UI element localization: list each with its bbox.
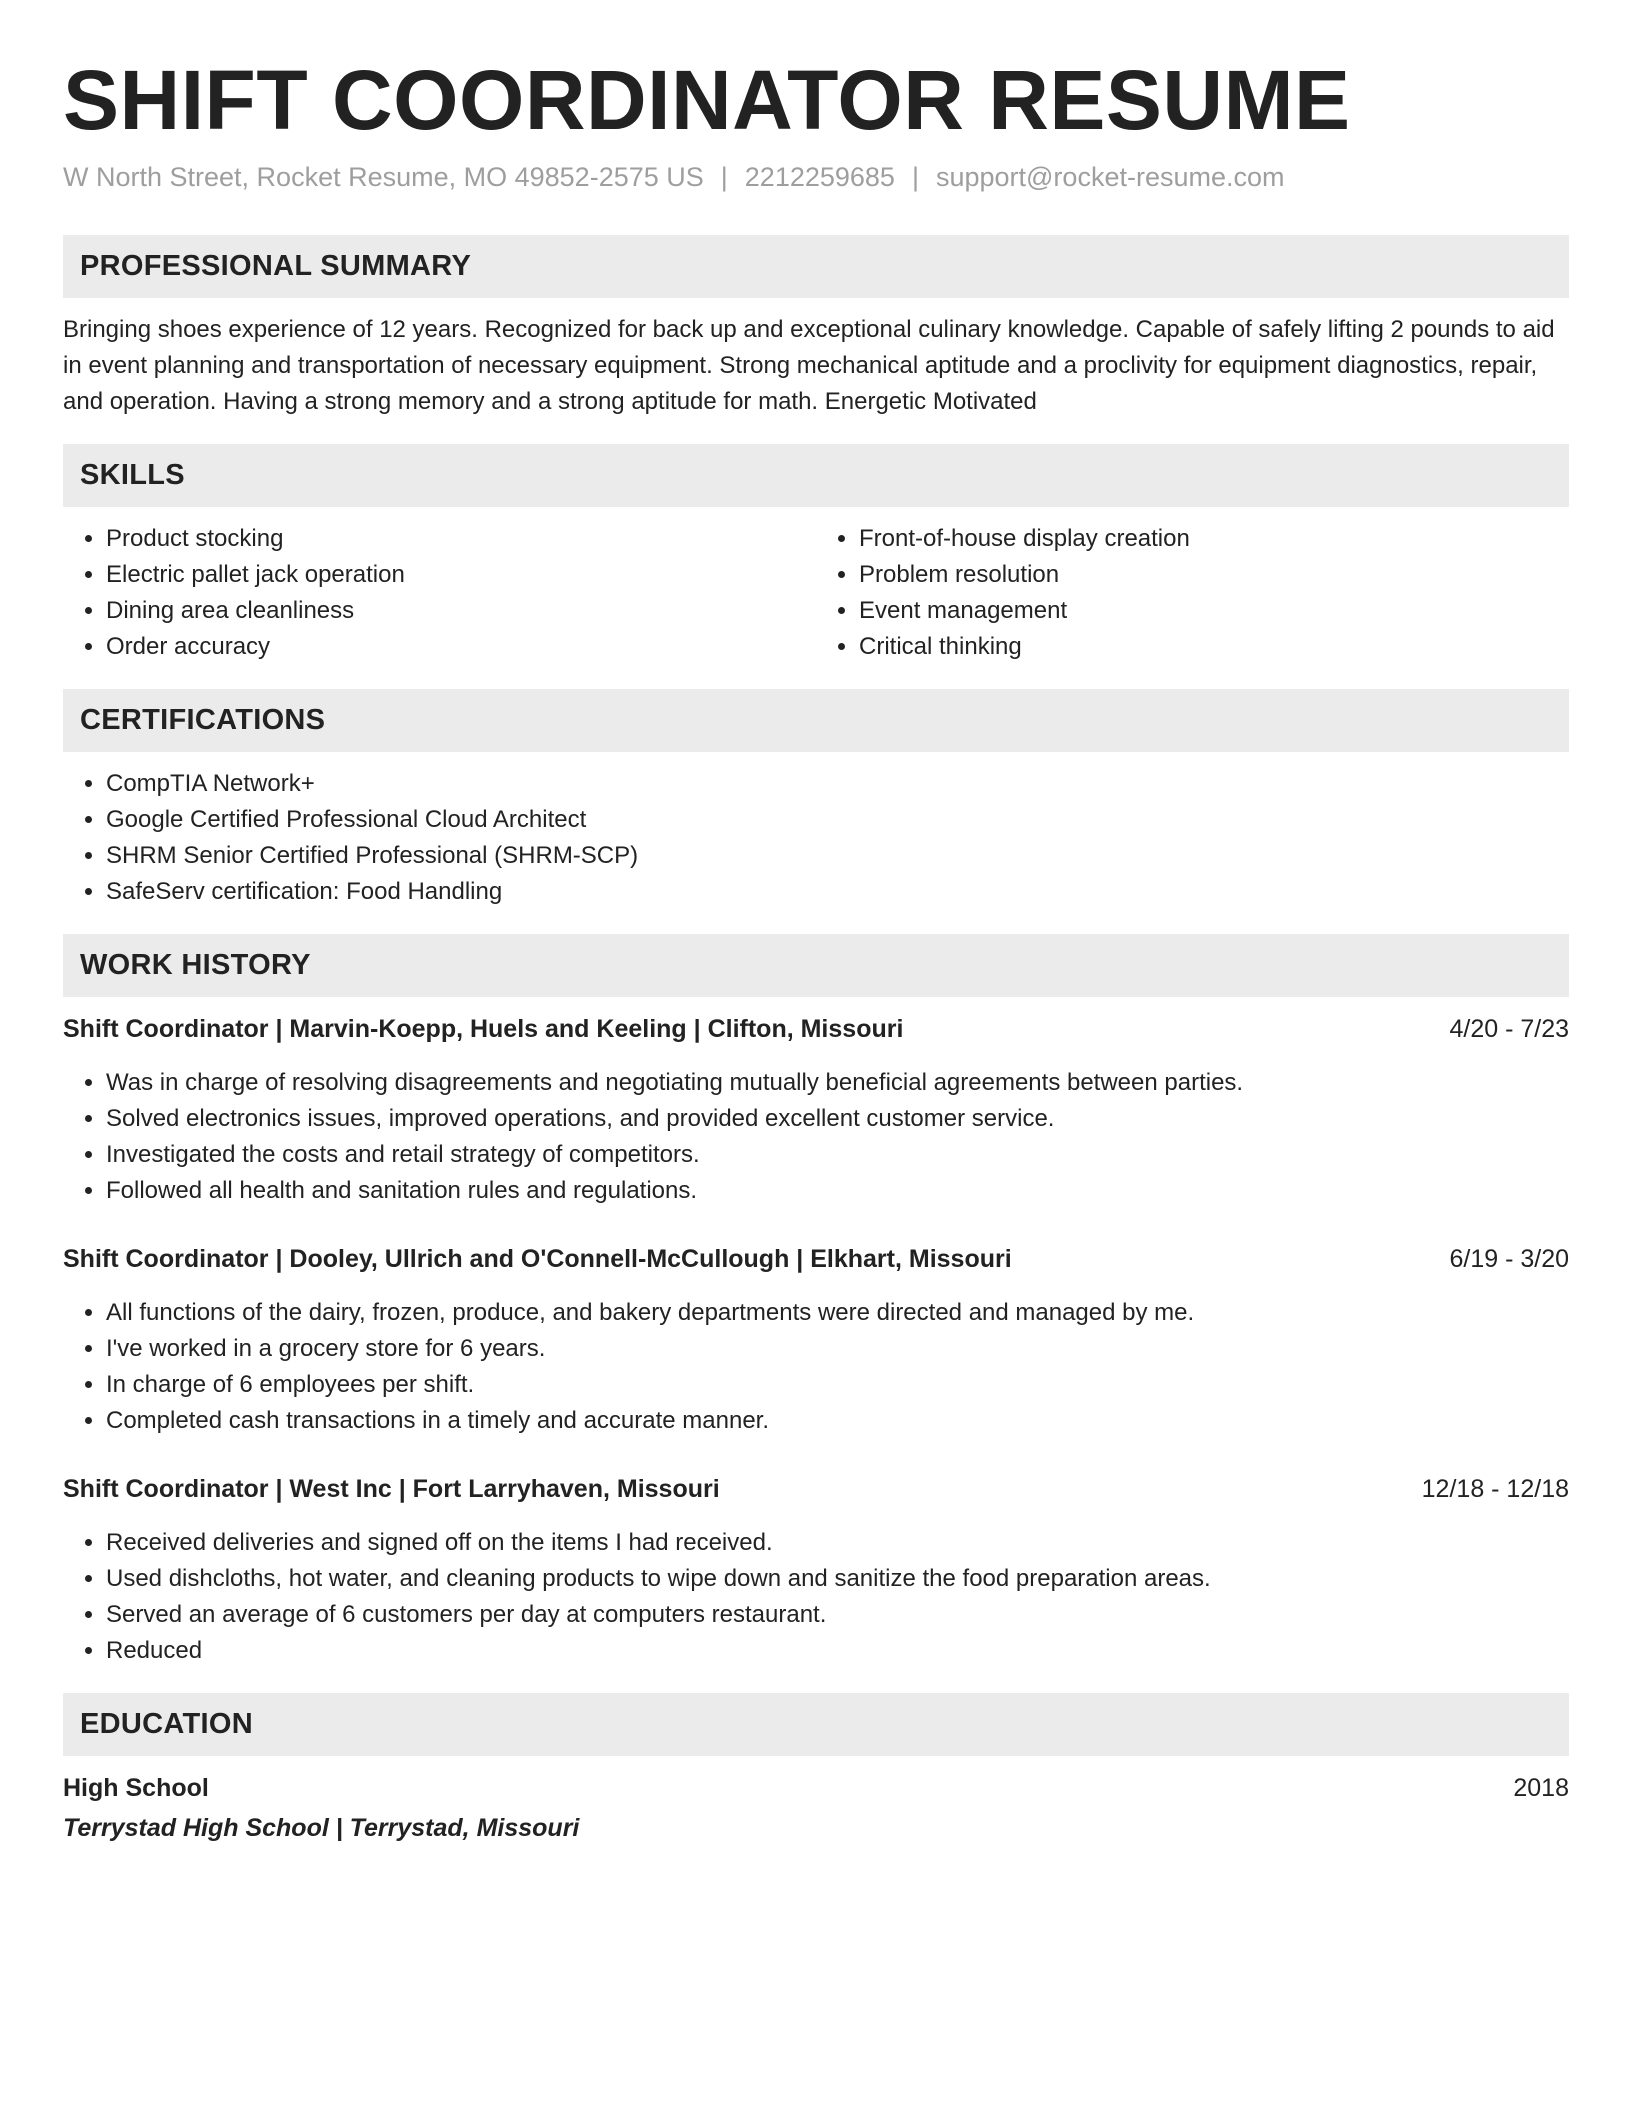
job-bullet: • All functions of the dairy, frozen, produce, and bakery departments were directed and managed by me. bbox=[106, 1295, 1569, 1331]
section-header-certifications: CERTIFICATIONS bbox=[63, 689, 1569, 752]
skills-column-right bbox=[816, 521, 1569, 665]
skill-item: • Order accuracy bbox=[106, 629, 816, 665]
job-entry bbox=[63, 1011, 1569, 1209]
section-header-work-history: WORK HISTORY bbox=[63, 934, 1569, 997]
contact-separator: | bbox=[720, 162, 728, 193]
certification-item: • Google Certified Professional Cloud Architect bbox=[106, 802, 1569, 838]
education-entry bbox=[63, 1770, 1569, 1846]
job-title: Shift Coordinator | West Inc | Fort Larryhaven, Missouri bbox=[63, 1475, 720, 1504]
certification-item: • SHRM Senior Certified Professional (SHRM-SCP) bbox=[106, 838, 1569, 874]
skills-column-left bbox=[63, 521, 816, 665]
skill-item: • Electric pallet jack operation bbox=[106, 557, 816, 593]
contact-line bbox=[63, 160, 1569, 195]
job-bullet: • Used dishcloths, hot water, and cleaning products to wipe down and sanitize the food preparation areas. bbox=[106, 1561, 1569, 1597]
job-dates: 6/19 - 3/20 bbox=[1449, 1245, 1569, 1274]
job-entry bbox=[63, 1471, 1569, 1669]
section-header-summary: PROFESSIONAL SUMMARY bbox=[63, 235, 1569, 298]
job-bullet: • In charge of 6 employees per shift. bbox=[106, 1367, 1569, 1403]
summary-text: Bringing shoes experience of 12 years. Recognized for back up and exceptional culinary knowledge. Capable of safely lifting 2 pounds to aid in event planning and transportation of necessary equipment. Strong mechanical aptitude and a proclivity for equipment diagnostics, repair, and operation. Having a strong memory and a strong aptitude for math. Energetic Motivated bbox=[63, 316, 1555, 416]
job-bullet: • Followed all health and sanitation rules and regulations. bbox=[106, 1173, 1569, 1209]
contact-separator: | bbox=[911, 162, 919, 193]
job-title: Shift Coordinator | Marvin-Koepp, Huels and Keeling | Clifton, Missouri bbox=[63, 1015, 904, 1044]
resume-title: SHIFT COORDINATOR RESUME bbox=[63, 53, 1351, 147]
job-bullet: • Received deliveries and signed off on the items I had received. bbox=[106, 1525, 1569, 1561]
skill-item: • Event management bbox=[859, 593, 1569, 629]
certification-item: • SafeServ certification: Food Handling bbox=[106, 874, 1569, 910]
job-entry bbox=[63, 1241, 1569, 1439]
contact-address: W North Street, Rocket Resume, MO 49852-2575 US bbox=[63, 162, 704, 193]
education-school: Terrystad High School | Terrystad, Missouri bbox=[63, 1814, 580, 1843]
job-title: Shift Coordinator | Dooley, Ullrich and O'Connell-McCullough | Elkhart, Missouri bbox=[63, 1245, 1012, 1274]
contact-email[interactable]: support@rocket-resume.com bbox=[935, 162, 1285, 193]
job-bullet: • Investigated the costs and retail strategy of competitors. bbox=[106, 1137, 1569, 1173]
education-degree: High School bbox=[63, 1774, 209, 1803]
job-bullet: • Was in charge of resolving disagreements and negotiating mutually beneficial agreements between parties. bbox=[106, 1065, 1569, 1101]
section-header-education: EDUCATION bbox=[63, 1693, 1569, 1756]
job-bullet: • I've worked in a grocery store for 6 years. bbox=[106, 1331, 1569, 1367]
skill-item: • Product stocking bbox=[106, 521, 816, 557]
certification-item: • CompTIA Network+ bbox=[106, 766, 1569, 802]
section-header-skills: SKILLS bbox=[63, 444, 1569, 507]
job-bullet: • Completed cash transactions in a timely and accurate manner. bbox=[106, 1403, 1569, 1439]
skill-item: • Critical thinking bbox=[859, 629, 1569, 665]
skill-item: • Front-of-house display creation bbox=[859, 521, 1569, 557]
contact-phone: 2212259685 bbox=[744, 162, 895, 193]
skills-grid bbox=[63, 521, 1569, 665]
education-year: 2018 bbox=[1513, 1774, 1569, 1803]
job-bullet: • Reduced bbox=[106, 1633, 1569, 1669]
skill-item: • Dining area cleanliness bbox=[106, 593, 816, 629]
certifications-list bbox=[63, 766, 1569, 910]
job-dates: 4/20 - 7/23 bbox=[1449, 1015, 1569, 1044]
job-bullet: • Solved electronics issues, improved operations, and provided excellent customer service. bbox=[106, 1101, 1569, 1137]
job-bullet: • Served an average of 6 customers per day at computers restaurant. bbox=[106, 1597, 1569, 1633]
skill-item: • Problem resolution bbox=[859, 557, 1569, 593]
job-dates: 12/18 - 12/18 bbox=[1421, 1475, 1569, 1504]
